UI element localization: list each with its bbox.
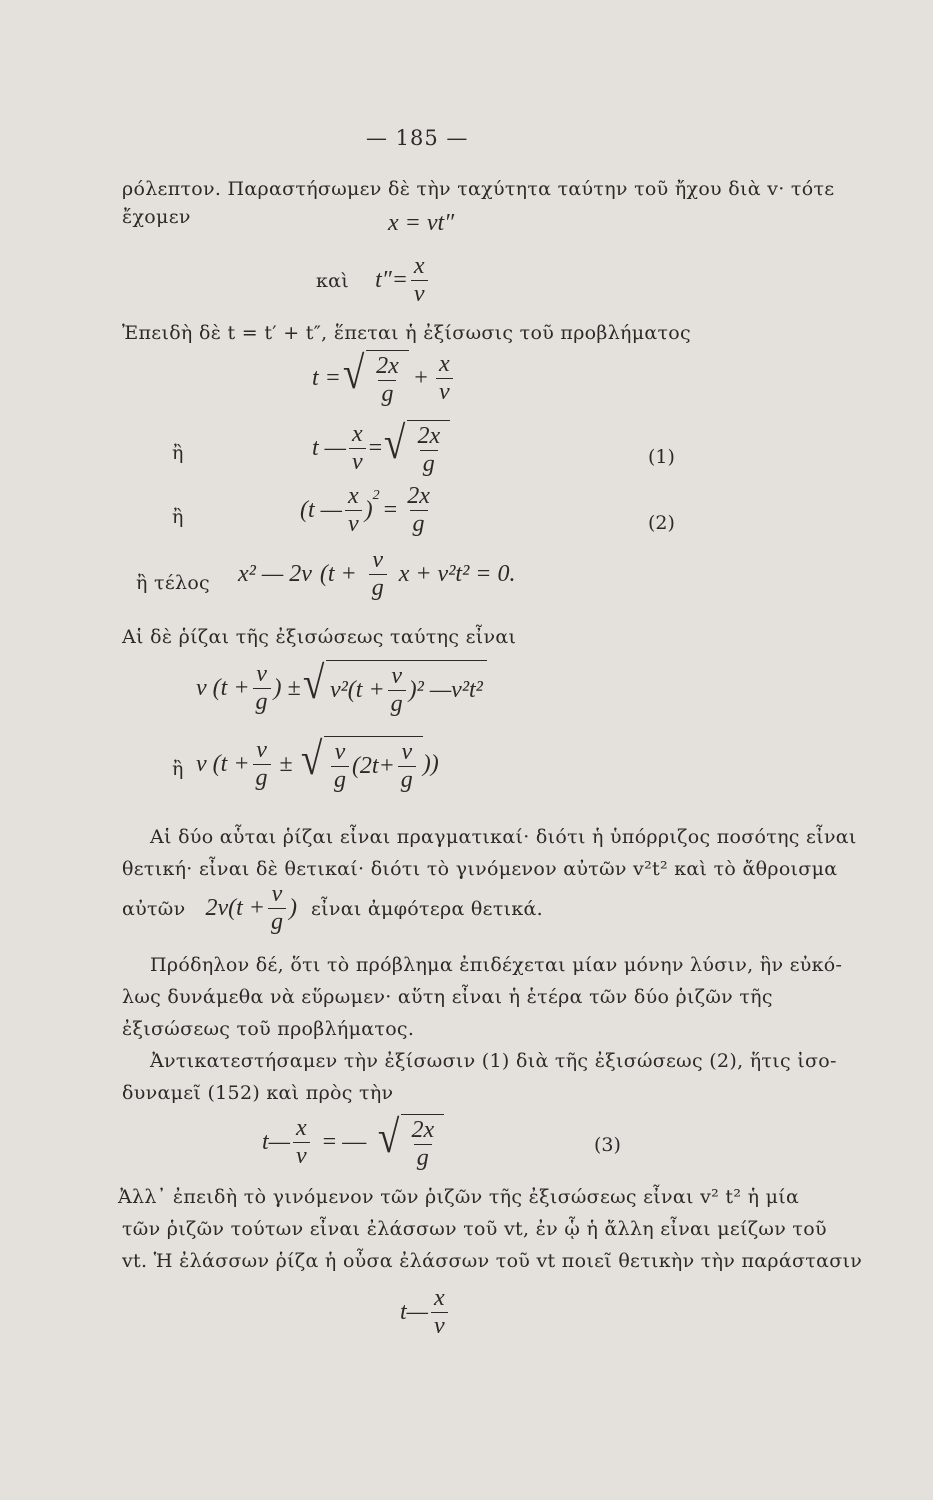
fraction-v-over-g: $\frac{v}{g}$ [253,738,271,791]
text-line: vt. Ἡ ἐλάσσων ῥίζα ἡ οὖσα ἐλάσσων τοῦ vt ποιεῖ θετικὴν τὴν παράστασιν [122,1250,863,1272]
page-number: — 185 — [366,126,469,150]
fraction-2x-over-g: $\frac{2x}{g}$ [376,353,399,408]
equation-t: t = √ $\frac{2x}{g}$ + $\frac{x}{v}$ [312,350,456,407]
equation-number-2: (2) [648,512,675,534]
fraction-x-over-v: $\frac{x}{v}$ [411,254,428,307]
equation-final: t— $\frac{x}{v}$ [400,1286,451,1339]
eta-word: ἢ [172,442,184,464]
eq-lhs: t″= [375,267,408,294]
equation-1: t — $\frac{x}{v}$ = √ $\frac{2x}{g}$ [312,420,450,477]
fraction-2x-over-g: $\frac{2x}{g}$ [411,1117,435,1172]
text-line: Αἱ δύο αὗται ῥίζαι εἶναι πραγματικαί· διότι ἡ ὑπόρριζος ποσότης εἶναι [150,826,857,848]
radical: √ $\frac{2x}{g}$ [376,1114,444,1171]
text-line: Ἐπειδὴ δὲ t = t′ + t″, ἕπεται ἡ ἐξίσωσις τοῦ προβλήματος [122,322,691,344]
equation-x-vt: x = vt″ [388,210,455,236]
fraction-x-over-v: $\frac{x}{v}$ [431,1286,448,1339]
fraction-2x-over-g: $\frac{2x}{g}$ [407,483,430,538]
equation-number-3: (3) [594,1134,621,1156]
telos-label: ἢ τέλος [136,572,210,594]
text-line: ἔχομεν [122,206,191,228]
text-line: Ἀλλ᾽ ἐπειδὴ τὸ γινόμενον τῶν ῥιζῶν τῆς ἐξισώσεως εἶναι v² t² ἡ μία [118,1186,800,1208]
equation-roots-1: v (t + $\frac{v}{g}$ ) ± √ v²(t + $\frac{v}{g}$ )² —v²t² [196,660,487,717]
text-line: ρόλεπτον. Παραστήσωμεν δὲ τὴν ταχύτητα ταύτην τοῦ ἤχου διὰ v· τότε [122,178,835,200]
text-line: λως δυνάμεθα νὰ εὕρωμεν· αὕτη εἶναι ἡ ἑτέρα τῶν δύο ῥιζῶν τῆς [122,986,773,1008]
fraction-v-over-g: $\frac{v}{g}$ [398,740,416,793]
fraction-v-over-g: $\frac{v}{g}$ [253,662,271,715]
fraction-x-over-v: $\frac{x}{v}$ [436,352,453,405]
radical: √ $\frac{2x}{g}$ [382,420,450,477]
fraction-x-over-v: $\frac{x}{v}$ [345,484,362,537]
fraction-v-over-g: $\frac{v}{g}$ [268,882,286,935]
inline-expression: 2v(t + $\frac{v}{g}$ ) [205,881,297,936]
kai-word: καὶ [316,269,350,292]
equation-quadratic: x² — 2v (t + $\frac{v}{g}$ x + v²t² = 0. [238,547,516,602]
text-line: τῶν ῥιζῶν τούτων εἶναι ἐλάσσων τοῦ vt, ἐν ᾧ ἡ ἄλλη εἶναι μείζων τοῦ [122,1218,827,1240]
text-line: Ἀντικατεστήσαμεν τὴν ἐξίσωσιν (1) διὰ τῆς ἐξισώσεως (2), ἥτις ἰσο- [150,1050,837,1072]
text-line: Αἱ δὲ ῥίζαι τῆς ἐξισώσεως ταύτης εἶναι [122,626,517,648]
fraction-x-over-v: $\frac{x}{v}$ [293,1116,310,1169]
equation-t-double-prime [316,254,431,307]
fraction-2x-over-g: $\frac{2x}{g}$ [417,423,441,478]
equation-2: (t — $\frac{x}{v}$ ) $^2$ = $\frac{2x}{g}$ [300,484,436,537]
radical: √ $\frac{v}{g}$ (2t+ $\frac{v}{g}$ [299,736,423,793]
equation-number-1: (1) [648,446,675,468]
text-line: θετική· εἶναι δὲ θετικαί· διότι τὸ γινόμενον αὐτῶν v²t² καὶ τὸ ἄθροισμα [122,858,838,880]
equation-3: t— $\frac{x}{v}$ = — √ $\frac{2x}{g}$ [262,1114,444,1171]
text-line: ἐξισώσεως τοῦ προβλήματος. [122,1018,415,1040]
text-line: Πρόδηλον δέ, ὅτι τὸ πρόβλημα ἐπιδέχεται μίαν μόνην λύσιν, ἣν εὐκό- [150,954,843,976]
fraction-v-over-g: $\frac{v}{g}$ [388,664,406,717]
text-line: δυναμεῖ (152) καὶ πρὸς τὴν [122,1082,394,1104]
radical: √ v²(t + $\frac{v}{g}$ )² —v²t² [301,660,487,717]
fraction-v-over-g: $\frac{v}{g}$ [369,548,387,601]
text-line-with-math: αὐτῶν 2v(t + $\frac{v}{g}$ ) εἶναι ἀμφότερα θετικά. [122,881,544,936]
fraction-x-over-v: $\frac{x}{v}$ [349,422,366,475]
equation-roots-2: v (t + $\frac{v}{g}$ ± √ $\frac{v}{g}$ (2t+ $\frac{v}{g}$ )) [196,733,439,794]
eta-word: ἢ [172,506,184,528]
fraction-v-over-g: $\frac{v}{g}$ [331,740,349,793]
eta-word: ἢ [172,758,184,780]
radical: √ $\frac{2x}{g}$ [341,350,409,407]
